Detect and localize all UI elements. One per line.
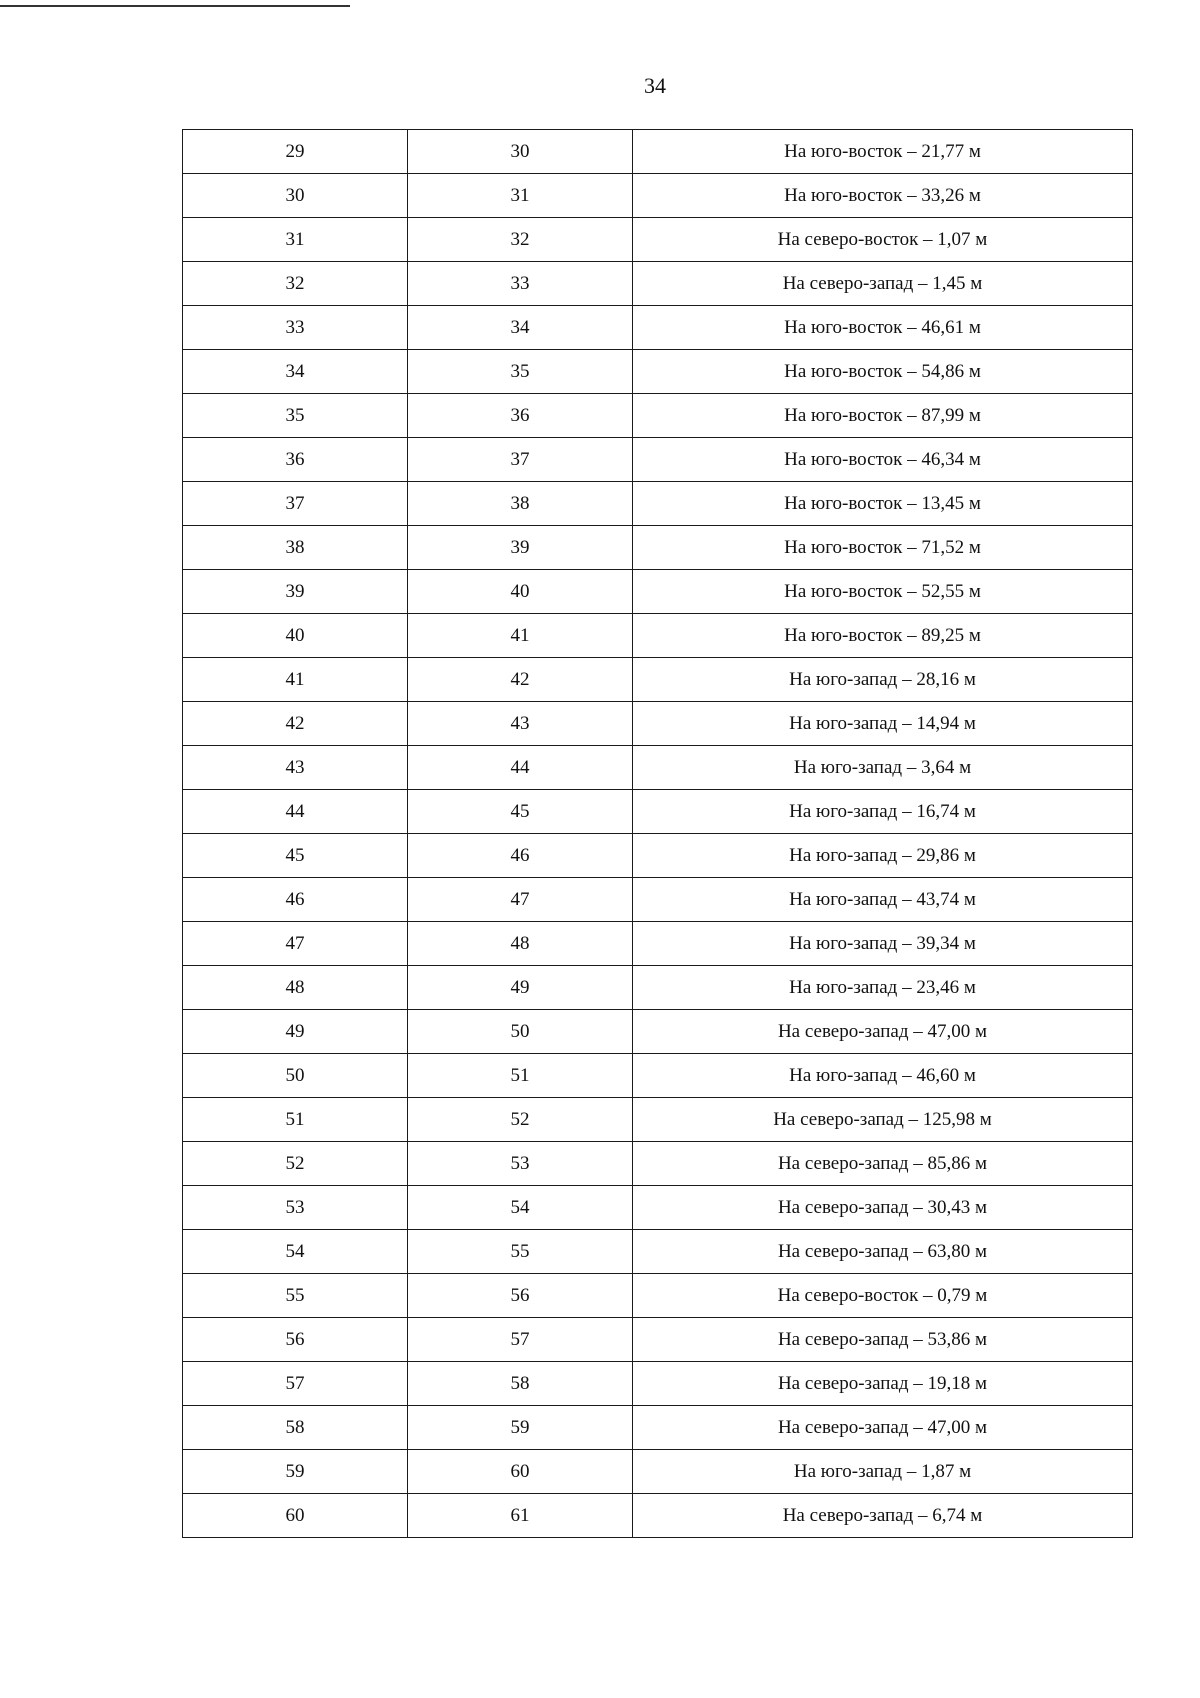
point-to-cell: 54 <box>408 1186 633 1230</box>
direction-distance-cell: На юго-восток – 46,61 м <box>633 306 1133 350</box>
table-row <box>183 394 1133 438</box>
table-row <box>183 1054 1133 1098</box>
point-from-cell: 35 <box>183 394 408 438</box>
point-to-cell: 55 <box>408 1230 633 1274</box>
direction-distance-cell: На юго-восток – 46,34 м <box>633 438 1133 482</box>
point-to-cell: 31 <box>408 174 633 218</box>
direction-distance-cell: На юго-запад – 1,87 м <box>633 1450 1133 1494</box>
table-row <box>183 658 1133 702</box>
table-row <box>183 1010 1133 1054</box>
point-to-cell: 50 <box>408 1010 633 1054</box>
point-from-cell: 40 <box>183 614 408 658</box>
table-row <box>183 1274 1133 1318</box>
point-from-cell: 46 <box>183 878 408 922</box>
point-from-cell: 33 <box>183 306 408 350</box>
table-row <box>183 966 1133 1010</box>
point-to-cell: 44 <box>408 746 633 790</box>
point-to-cell: 43 <box>408 702 633 746</box>
point-from-cell: 51 <box>183 1098 408 1142</box>
direction-distance-cell: На северо-запад – 30,43 м <box>633 1186 1133 1230</box>
point-to-cell: 38 <box>408 482 633 526</box>
direction-distance-cell: На юго-запад – 14,94 м <box>633 702 1133 746</box>
table-row <box>183 350 1133 394</box>
point-to-cell: 40 <box>408 570 633 614</box>
point-from-cell: 59 <box>183 1450 408 1494</box>
direction-distance-cell: На северо-восток – 0,79 м <box>633 1274 1133 1318</box>
table-row <box>183 878 1133 922</box>
point-from-cell: 52 <box>183 1142 408 1186</box>
direction-distance-cell: На северо-запад – 1,45 м <box>633 262 1133 306</box>
point-to-cell: 41 <box>408 614 633 658</box>
boundary-table-body <box>183 130 1133 1538</box>
table-row <box>183 1318 1133 1362</box>
direction-distance-cell: На юго-восток – 13,45 м <box>633 482 1133 526</box>
scan-edge-line <box>0 5 350 7</box>
point-to-cell: 56 <box>408 1274 633 1318</box>
table-row <box>183 1494 1133 1538</box>
point-from-cell: 48 <box>183 966 408 1010</box>
table-row <box>183 1450 1133 1494</box>
point-to-cell: 53 <box>408 1142 633 1186</box>
point-to-cell: 47 <box>408 878 633 922</box>
point-from-cell: 36 <box>183 438 408 482</box>
point-to-cell: 39 <box>408 526 633 570</box>
point-to-cell: 49 <box>408 966 633 1010</box>
point-to-cell: 60 <box>408 1450 633 1494</box>
point-to-cell: 48 <box>408 922 633 966</box>
table-row <box>183 482 1133 526</box>
point-from-cell: 29 <box>183 130 408 174</box>
direction-distance-cell: На северо-запад – 6,74 м <box>633 1494 1133 1538</box>
table-row <box>183 1362 1133 1406</box>
point-to-cell: 46 <box>408 834 633 878</box>
direction-distance-cell: На юго-запад – 39,34 м <box>633 922 1133 966</box>
direction-distance-cell: На юго-восток – 52,55 м <box>633 570 1133 614</box>
direction-distance-cell: На северо-запад – 47,00 м <box>633 1406 1133 1450</box>
direction-distance-cell: На юго-запад – 3,64 м <box>633 746 1133 790</box>
point-from-cell: 49 <box>183 1010 408 1054</box>
point-from-cell: 47 <box>183 922 408 966</box>
point-from-cell: 44 <box>183 790 408 834</box>
point-to-cell: 45 <box>408 790 633 834</box>
direction-distance-cell: На юго-запад – 46,60 м <box>633 1054 1133 1098</box>
point-from-cell: 42 <box>183 702 408 746</box>
direction-distance-cell: На северо-запад – 85,86 м <box>633 1142 1133 1186</box>
direction-distance-cell: На северо-запад – 63,80 м <box>633 1230 1133 1274</box>
point-from-cell: 53 <box>183 1186 408 1230</box>
table-row <box>183 702 1133 746</box>
direction-distance-cell: На юго-восток – 21,77 м <box>633 130 1133 174</box>
direction-distance-cell: На юго-восток – 33,26 м <box>633 174 1133 218</box>
point-from-cell: 60 <box>183 1494 408 1538</box>
point-from-cell: 43 <box>183 746 408 790</box>
direction-distance-cell: На юго-запад – 29,86 м <box>633 834 1133 878</box>
table-row <box>183 1186 1133 1230</box>
point-to-cell: 61 <box>408 1494 633 1538</box>
point-to-cell: 34 <box>408 306 633 350</box>
direction-distance-cell: На юго-восток – 87,99 м <box>633 394 1133 438</box>
point-to-cell: 57 <box>408 1318 633 1362</box>
point-to-cell: 36 <box>408 394 633 438</box>
point-from-cell: 50 <box>183 1054 408 1098</box>
page-number: 34 <box>644 73 666 98</box>
table-row <box>183 1230 1133 1274</box>
direction-distance-cell: На северо-запад – 47,00 м <box>633 1010 1133 1054</box>
table-row <box>183 1406 1133 1450</box>
point-to-cell: 52 <box>408 1098 633 1142</box>
direction-distance-cell: На северо-запад – 19,18 м <box>633 1362 1133 1406</box>
table-row <box>183 570 1133 614</box>
table-row <box>183 834 1133 878</box>
point-from-cell: 41 <box>183 658 408 702</box>
table-row <box>183 790 1133 834</box>
table-row <box>183 1098 1133 1142</box>
point-from-cell: 30 <box>183 174 408 218</box>
point-to-cell: 51 <box>408 1054 633 1098</box>
point-from-cell: 34 <box>183 350 408 394</box>
direction-distance-cell: На юго-запад – 28,16 м <box>633 658 1133 702</box>
point-to-cell: 35 <box>408 350 633 394</box>
point-to-cell: 37 <box>408 438 633 482</box>
direction-distance-cell: На северо-запад – 125,98 м <box>633 1098 1133 1142</box>
point-from-cell: 38 <box>183 526 408 570</box>
point-from-cell: 55 <box>183 1274 408 1318</box>
point-from-cell: 32 <box>183 262 408 306</box>
point-from-cell: 45 <box>183 834 408 878</box>
point-to-cell: 42 <box>408 658 633 702</box>
point-to-cell: 59 <box>408 1406 633 1450</box>
point-from-cell: 31 <box>183 218 408 262</box>
point-from-cell: 56 <box>183 1318 408 1362</box>
direction-distance-cell: На юго-запад – 23,46 м <box>633 966 1133 1010</box>
point-from-cell: 39 <box>183 570 408 614</box>
table-row <box>183 746 1133 790</box>
direction-distance-cell: На северо-запад – 53,86 м <box>633 1318 1133 1362</box>
direction-distance-cell: На юго-запад – 16,74 м <box>633 790 1133 834</box>
table-row <box>183 218 1133 262</box>
table-row <box>183 306 1133 350</box>
table-row <box>183 922 1133 966</box>
table-row <box>183 438 1133 482</box>
point-to-cell: 30 <box>408 130 633 174</box>
direction-distance-cell: На юго-запад – 43,74 м <box>633 878 1133 922</box>
direction-distance-cell: На северо-восток – 1,07 м <box>633 218 1133 262</box>
table-row <box>183 614 1133 658</box>
table-row <box>183 130 1133 174</box>
point-to-cell: 32 <box>408 218 633 262</box>
direction-distance-cell: На юго-восток – 89,25 м <box>633 614 1133 658</box>
point-from-cell: 54 <box>183 1230 408 1274</box>
point-from-cell: 37 <box>183 482 408 526</box>
direction-distance-cell: На юго-восток – 71,52 м <box>633 526 1133 570</box>
point-to-cell: 58 <box>408 1362 633 1406</box>
table-row <box>183 174 1133 218</box>
point-to-cell: 33 <box>408 262 633 306</box>
table-row <box>183 1142 1133 1186</box>
table-row <box>183 262 1133 306</box>
direction-distance-cell: На юго-восток – 54,86 м <box>633 350 1133 394</box>
table-row <box>183 526 1133 570</box>
boundary-table <box>182 129 1133 1538</box>
point-from-cell: 57 <box>183 1362 408 1406</box>
point-from-cell: 58 <box>183 1406 408 1450</box>
